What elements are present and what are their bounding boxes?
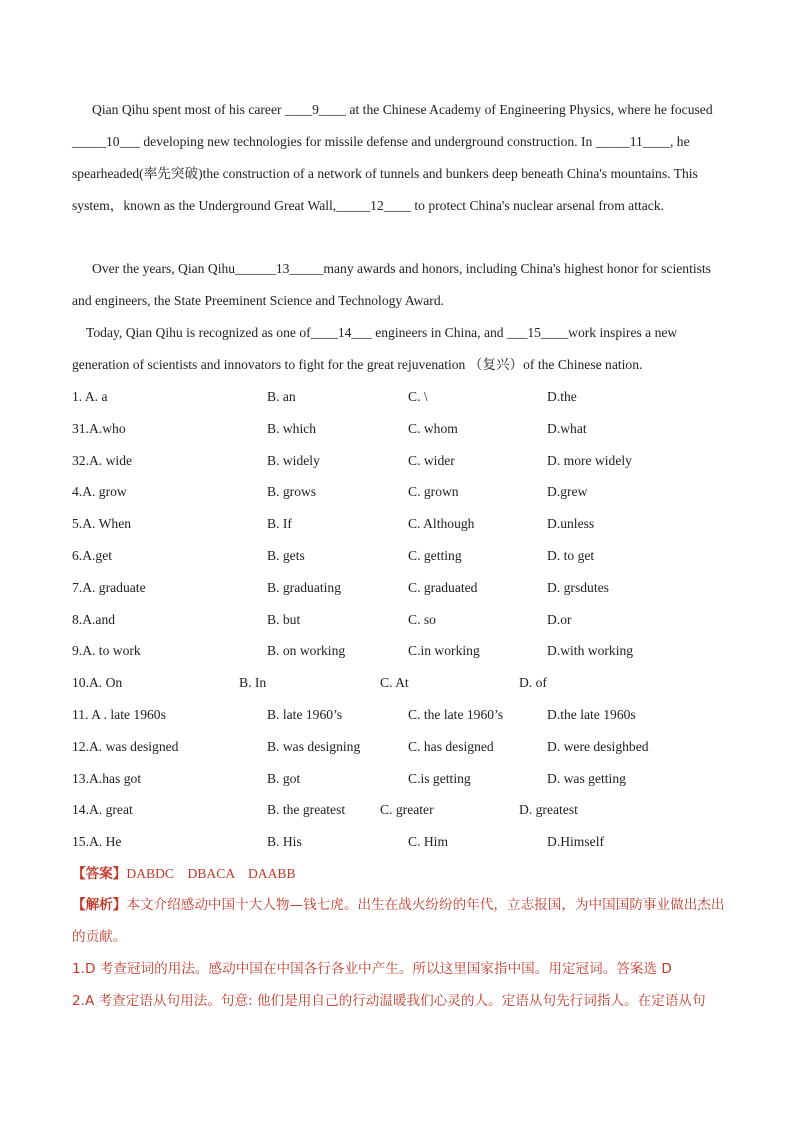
passage-paragraph-1: Qian Qihu spent most of his career ____9____ at the Chinese Academy of Engineering Physics, where he focused _____10___ developing new technologies for missile defense and underground construction. In _____11____, he spearheaded(率先突破)the construction of a network of tunnels and bunkers deep beneath China's mountains. This system，known as the Underground Great Wall,_____12____ to protect China's nuclear arsenal from attack. bbox=[72, 102, 713, 213]
option-a: 11. A . late 1960s bbox=[72, 706, 166, 722]
option-b: B. In bbox=[239, 675, 267, 691]
option-b: B. an bbox=[267, 389, 296, 404]
answer-line bbox=[72, 858, 732, 891]
option-c: C. graduated bbox=[408, 579, 478, 595]
option-a: 13.A.has got bbox=[72, 770, 142, 786]
option-row bbox=[72, 635, 732, 667]
option-row bbox=[72, 731, 732, 763]
answer-text: DABDC DBACA DAABB bbox=[126, 866, 296, 881]
option-a: 31.A.who bbox=[72, 420, 126, 436]
option-d: D. were desighbed bbox=[547, 738, 649, 754]
option-c: C. whom bbox=[408, 420, 458, 436]
option-c: C. At bbox=[380, 675, 409, 691]
option-c: C. wider bbox=[408, 452, 455, 468]
option-a: 6.A.get bbox=[72, 547, 113, 563]
option-c: C. greater bbox=[380, 802, 434, 818]
option-c: C. the late 1960’s bbox=[408, 706, 504, 722]
option-c: C.in working bbox=[408, 643, 480, 659]
option-d: D. grsdutes bbox=[547, 579, 609, 595]
option-b: B. was designing bbox=[267, 738, 361, 754]
explanation-2: 2.A 考查定语从句用法。句意: 他们是用自己的行动温暖我们心灵的人。定语从句先行词指人。在定语从句 bbox=[72, 993, 706, 1009]
option-a: 10.A. On bbox=[72, 675, 123, 691]
option-b: B. late 1960’s bbox=[267, 706, 343, 722]
option-d: D.grew bbox=[547, 484, 588, 500]
option-a: 5.A. When bbox=[72, 516, 132, 532]
option-b: B. the greatest bbox=[267, 802, 346, 818]
option-a: 32.A. wide bbox=[72, 452, 133, 468]
option-b: B. but bbox=[267, 611, 301, 627]
option-c: C. has designed bbox=[408, 738, 494, 754]
option-row bbox=[72, 794, 732, 826]
passage-paragraph-3: Today, Qian Qihu is recognized as one of____14___ engineers in China, and ___15____work inspires a new generation of scientists and innovators to fight for the great rejuvenation （复兴）of the Chinese nation. bbox=[72, 325, 678, 372]
option-d: D. of bbox=[519, 675, 547, 691]
option-b: B. on working bbox=[267, 643, 346, 659]
option-row bbox=[72, 763, 732, 795]
option-a: 7.A. graduate bbox=[72, 579, 146, 595]
option-a: 9.A. to work bbox=[72, 643, 141, 659]
option-d: D.unless bbox=[547, 516, 595, 532]
option-b: B. which bbox=[267, 420, 317, 436]
option-a: 1. A. a bbox=[72, 389, 108, 404]
option-row bbox=[72, 826, 732, 858]
option-row bbox=[72, 445, 732, 477]
option-b: B. graduating bbox=[267, 579, 341, 595]
option-d: D. more widely bbox=[547, 452, 632, 468]
analysis-text: 本文介绍感动中国十大人物—钱七虎。出生在战火纷纷的年代，立志报国，为中国国防事业做出杰出的贡献。 bbox=[72, 897, 725, 945]
option-a: 15.A. He bbox=[72, 834, 122, 850]
option-b: B. got bbox=[267, 770, 301, 786]
option-a: 8.A.and bbox=[72, 611, 116, 627]
option-b: B. If bbox=[267, 516, 292, 532]
option-c: C. so bbox=[408, 611, 436, 627]
option-row bbox=[72, 604, 732, 636]
analysis-paragraph bbox=[72, 890, 732, 953]
option-d: D.the late 1960s bbox=[547, 706, 636, 722]
option-c: C.is getting bbox=[408, 770, 471, 786]
option-a: 4.A. grow bbox=[72, 484, 127, 500]
option-d: D.Himself bbox=[547, 834, 605, 850]
option-b: B. grows bbox=[267, 484, 317, 500]
option-row bbox=[72, 476, 732, 508]
option-b: B. His bbox=[267, 834, 302, 850]
answer-options bbox=[72, 381, 732, 858]
explanation-1: 1.D 考查冠词的用法。感动中国在中国各行各业中产生。所以这里国家指中国。用定冠词。答案选 D bbox=[72, 961, 672, 977]
option-a: 12.A. was designed bbox=[72, 738, 179, 754]
option-d: D.with working bbox=[547, 643, 634, 659]
option-d: D.what bbox=[547, 420, 587, 436]
analysis-label: 【解析】 bbox=[72, 897, 127, 913]
option-d: D. was getting bbox=[547, 770, 626, 786]
option-c: C. getting bbox=[408, 547, 462, 563]
option-row bbox=[72, 699, 732, 731]
option-d: D. to get bbox=[547, 547, 595, 563]
option-d: D.the bbox=[547, 389, 577, 404]
option-b: B. gets bbox=[267, 547, 305, 563]
option-c: C. Him bbox=[408, 834, 449, 850]
option-row bbox=[72, 572, 732, 604]
option-c: C. grown bbox=[408, 484, 459, 500]
option-row bbox=[72, 413, 732, 445]
option-c: C. Although bbox=[408, 516, 475, 532]
option-a: 14.A. great bbox=[72, 802, 133, 818]
option-row bbox=[72, 667, 732, 699]
option-c: C. \ bbox=[408, 389, 428, 404]
option-b: B. widely bbox=[267, 452, 320, 468]
option-row bbox=[72, 508, 732, 540]
option-d: D.or bbox=[547, 611, 572, 627]
option-d: D. greatest bbox=[519, 802, 578, 818]
option-row bbox=[72, 540, 732, 572]
passage-paragraph-2: Over the years, Qian Qihu______13_____many awards and honors, including China's highest honor for scientists and engineers, the State Preeminent Science and Technology Award. bbox=[72, 261, 711, 308]
answer-label: 【答案】 bbox=[72, 866, 127, 882]
option-row bbox=[72, 381, 732, 413]
